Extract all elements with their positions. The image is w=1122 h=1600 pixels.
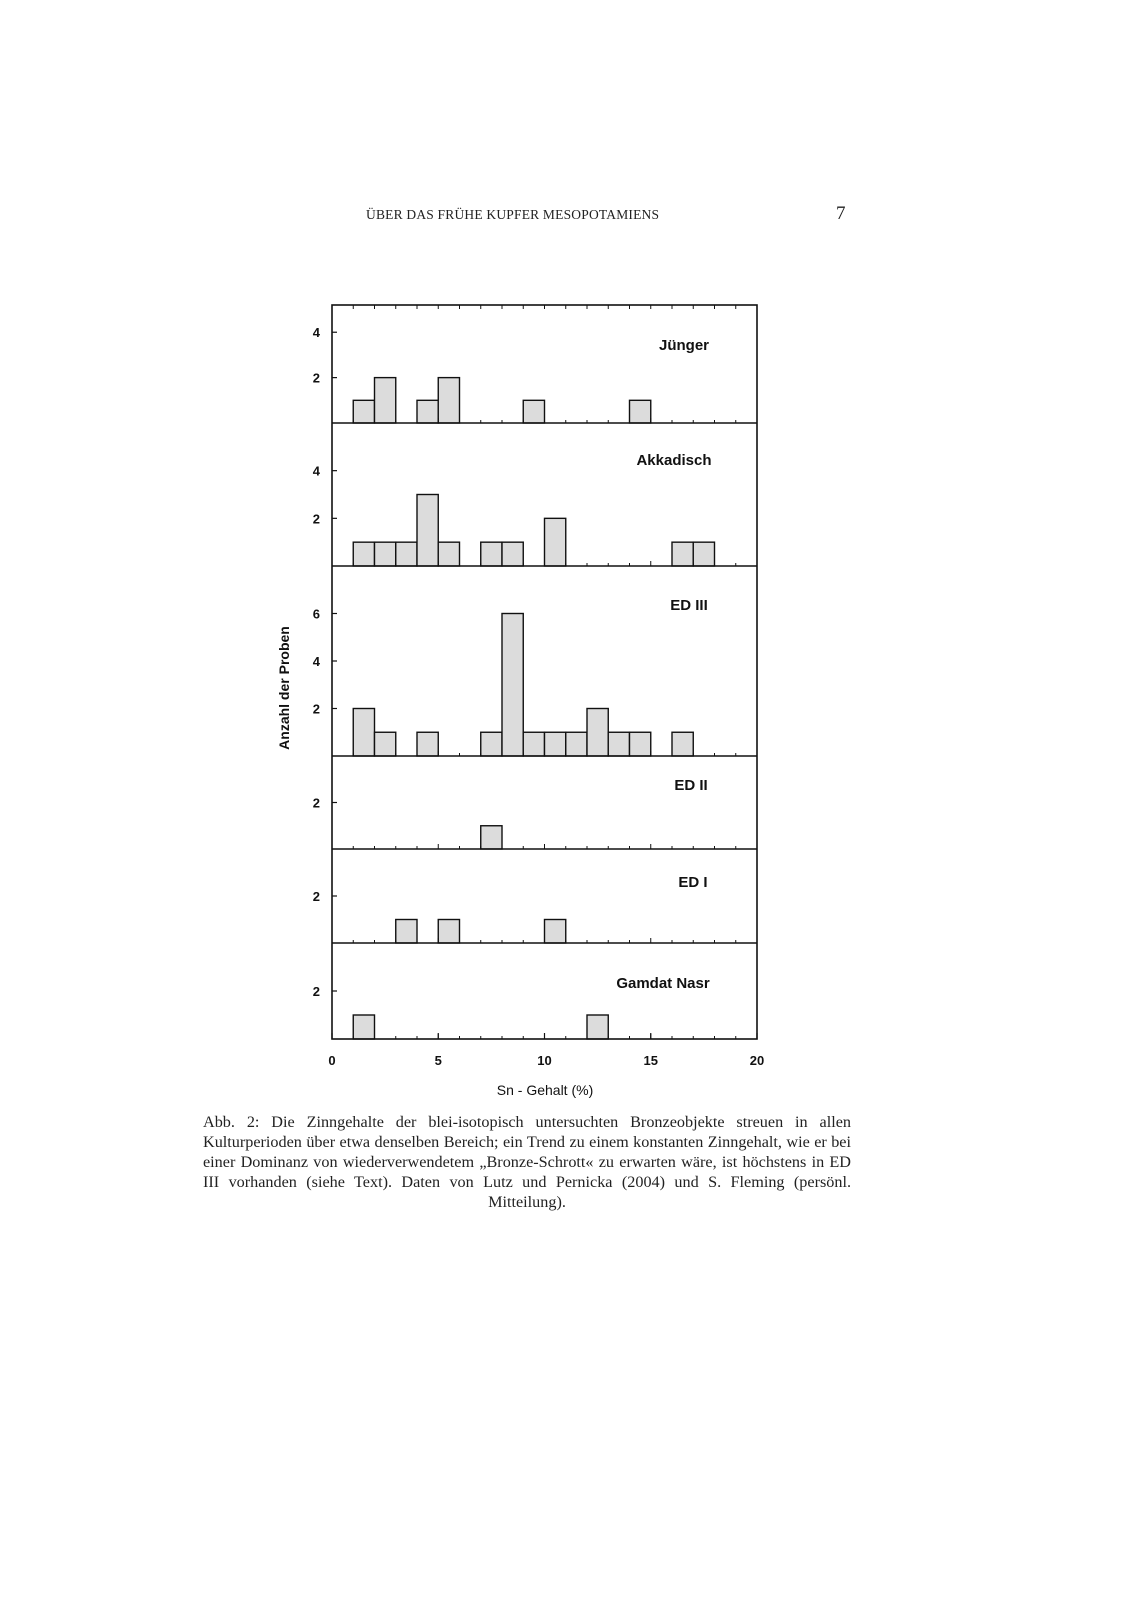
histogram-bar bbox=[396, 542, 417, 566]
histogram-bar bbox=[566, 732, 587, 756]
panel-label: ED II bbox=[674, 777, 708, 794]
histogram-bar bbox=[481, 826, 502, 849]
figure-caption: Abb. 2: Die Zinngehalte der blei-isotopisch untersuchten Bronzeobjekte streuen in allen Kulturperioden über etwa denselben Bereich; ein Trend zu einem konstanten Zinngehalt, wie er bei einer Dominanz von wiederverwendetem „Bronze-Schrott« zu erwarten wäre, ist höchstens in ED III vorhanden (siehe Text). Daten von Lutz und Pernicka (2004) und S. Fleming (persönl. Mitteilung). bbox=[203, 1113, 851, 1211]
y-tick-label: 4 bbox=[312, 325, 320, 341]
y-tick-label: 4 bbox=[312, 654, 320, 669]
histogram-bar bbox=[545, 920, 566, 944]
histogram-bar bbox=[587, 1015, 608, 1039]
page-number: 7 bbox=[836, 203, 846, 224]
panel-label: ED I bbox=[678, 874, 708, 891]
histogram-bar bbox=[523, 400, 544, 423]
panel-label: Akkadisch bbox=[636, 452, 712, 469]
x-tick-label: 15 bbox=[643, 1053, 658, 1068]
histogram-bar bbox=[438, 920, 459, 944]
histogram-bar bbox=[353, 542, 374, 566]
histogram-bar bbox=[353, 709, 374, 757]
panel-label: ED III bbox=[670, 597, 708, 614]
y-tick-label: 2 bbox=[312, 370, 320, 386]
histogram-bar bbox=[438, 378, 459, 423]
histogram-bar bbox=[417, 400, 438, 423]
histogram-bar bbox=[630, 732, 651, 756]
y-tick-label: 2 bbox=[312, 984, 320, 999]
histogram-bar bbox=[545, 518, 566, 566]
histogram-bar bbox=[672, 732, 693, 756]
histogram-bar bbox=[587, 709, 608, 757]
y-axis-label: Anzahl der Proben bbox=[276, 626, 292, 750]
histogram-bar bbox=[353, 1015, 374, 1039]
histogram-bar bbox=[375, 732, 396, 756]
histogram-bar bbox=[481, 542, 502, 566]
x-tick-label: 0 bbox=[328, 1053, 336, 1068]
x-axis-label: Sn - Gehalt (%) bbox=[496, 1082, 594, 1098]
histogram-bar bbox=[396, 920, 417, 944]
y-tick-label: 2 bbox=[312, 795, 320, 811]
running-title: ÜBER DAS FRÜHE KUPFER MESOPOTAMIENS bbox=[366, 207, 660, 222]
histogram-bar bbox=[523, 732, 544, 756]
y-tick-label: 2 bbox=[312, 889, 320, 904]
histogram-bar bbox=[693, 542, 714, 566]
histogram-bar bbox=[672, 542, 693, 566]
histogram-bar bbox=[502, 542, 523, 566]
histogram-bar bbox=[545, 732, 566, 756]
x-tick-label: 10 bbox=[537, 1053, 552, 1068]
histogram-bar bbox=[502, 614, 523, 757]
y-tick-label: 4 bbox=[312, 463, 320, 479]
panel-label: Jünger bbox=[658, 337, 710, 354]
histogram-bar bbox=[353, 400, 374, 423]
y-tick-label: 2 bbox=[312, 701, 320, 717]
x-tick-label: 20 bbox=[749, 1053, 765, 1068]
histogram-bar bbox=[630, 400, 651, 423]
histogram-bar bbox=[375, 378, 396, 423]
histogram-bar bbox=[481, 732, 502, 756]
histogram-bar bbox=[438, 542, 459, 566]
y-tick-label: 6 bbox=[312, 606, 320, 622]
histogram-bar bbox=[417, 495, 438, 567]
panel-label: Gamdat Nasr bbox=[616, 975, 710, 992]
x-tick-label: 5 bbox=[434, 1053, 442, 1068]
histogram-bar bbox=[608, 732, 629, 756]
histogram-bar bbox=[417, 732, 438, 756]
y-tick-label: 2 bbox=[312, 511, 320, 527]
histogram-bar bbox=[375, 542, 396, 566]
